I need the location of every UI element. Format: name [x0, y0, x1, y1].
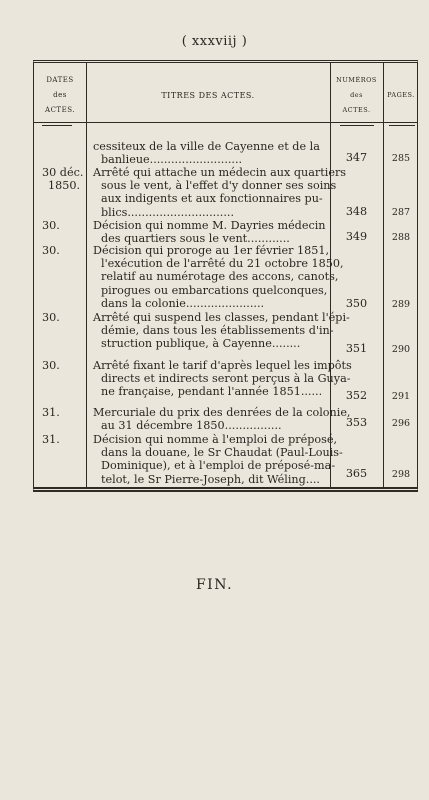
row-page: 288	[391, 232, 411, 243]
row-title	[93, 219, 326, 245]
title-line: ne française, pendant l'année 1851......	[101, 385, 323, 399]
title-line: Mercuriale du prix des denrées de la colonie,	[93, 406, 351, 419]
date-line: 31.	[42, 406, 60, 419]
title-line: blics..............................	[101, 205, 235, 219]
row-page: 291	[391, 391, 411, 402]
row-title	[93, 166, 346, 219]
row-page: 296	[391, 418, 411, 429]
row-title	[93, 140, 320, 166]
row-date	[42, 359, 60, 372]
row-date	[42, 433, 60, 446]
title-line: telot, le Sr Pierre-Joseph, dit Wéling....	[101, 472, 320, 486]
date-line: 30.	[42, 244, 60, 257]
row-date	[42, 406, 60, 419]
row-page: 287	[391, 207, 411, 218]
title-line: au 31 décembre 1850................	[101, 419, 282, 433]
title-line: Dominique), et à l'emploi de préposé-ma-	[101, 459, 336, 473]
title-line: dans la douane, le Sr Chaudat (Paul-Louis-	[101, 446, 343, 460]
header-rule	[42, 125, 72, 126]
header-rule	[340, 125, 374, 126]
row-title	[93, 359, 352, 399]
row-date	[42, 311, 60, 324]
header-titres: TITRES DES ACTES.	[161, 91, 255, 100]
title-line: dans la colonie......................	[101, 296, 265, 310]
header-rule	[34, 122, 417, 123]
date-line: 30.	[42, 359, 60, 372]
title-line: pirogues ou embarcations quelconques,	[101, 283, 328, 297]
title-line: banlieue..........................	[101, 153, 243, 167]
title-line: directs et indirects seront perçus à la Guya-	[101, 372, 351, 386]
row-title	[93, 433, 343, 486]
header-rule	[389, 125, 415, 126]
row-number: 347	[345, 151, 368, 164]
row-date	[42, 166, 83, 192]
header-numeros: NUMÉROS des ACTES.	[336, 76, 377, 114]
date-line: 30.	[42, 311, 60, 324]
title-line: des quartiers sous le vent............	[101, 232, 290, 246]
row-number: 349	[345, 230, 368, 243]
row-number: 351	[345, 342, 368, 355]
title-line: sous le vent, à l'effet d'y donner ses soins	[101, 179, 337, 193]
title-line: Décision qui nomme à l'emploi de préposé,	[93, 433, 338, 446]
title-line: Arrêté fixant le tarif d'après lequel les impôts	[93, 359, 352, 372]
row-title	[93, 311, 350, 351]
row-page: 285	[391, 153, 411, 164]
row-title	[93, 406, 351, 432]
row-page: 290	[391, 344, 411, 355]
row-number: 348	[345, 205, 368, 218]
row-number: 350	[345, 297, 368, 310]
row-date	[42, 244, 60, 257]
title-line: Arrêté qui suspend les classes, pendant l'épi-	[93, 311, 350, 324]
row-number: 352	[345, 389, 368, 402]
fin-label: FIN.	[195, 577, 234, 593]
title-line: Décision qui nomme M. Dayries médecin	[93, 219, 326, 232]
date-line: 30 déc.	[42, 166, 84, 179]
date-line: 30.	[42, 219, 60, 232]
col-rule	[86, 63, 87, 487]
title-line: aux indigents et aux fonctionnaires pu-	[101, 192, 323, 206]
title-line: démie, dans tous les établissements d'in-	[101, 324, 334, 338]
title-line: relatif au numérotage des accons, canots,	[101, 270, 339, 284]
row-number: 365	[345, 467, 368, 480]
title-line: l'exécution de l'arrêté du 21 octobre 1850,	[101, 257, 344, 271]
row-page: 289	[391, 299, 411, 310]
header-pages: PAGES.	[387, 91, 415, 99]
header-dates: DATES des ACTES.	[45, 76, 75, 114]
title-line: Arrêté qui attache un médecin aux quartiers	[93, 166, 347, 179]
title-line: Décision qui proroge au 1er février 1851,	[93, 244, 330, 257]
row-date	[42, 219, 60, 232]
title-line: cessiteux de la ville de Cayenne et de la	[93, 140, 320, 153]
date-line: 31.	[42, 433, 60, 446]
contents-table	[33, 60, 418, 492]
title-line: struction publique, à Cayenne........	[101, 337, 301, 351]
row-title	[93, 244, 344, 310]
folio: ( xxxviij )	[181, 34, 248, 49]
date-line: 1850.	[48, 179, 81, 193]
row-page: 298	[391, 469, 411, 480]
row-number: 353	[345, 416, 368, 429]
